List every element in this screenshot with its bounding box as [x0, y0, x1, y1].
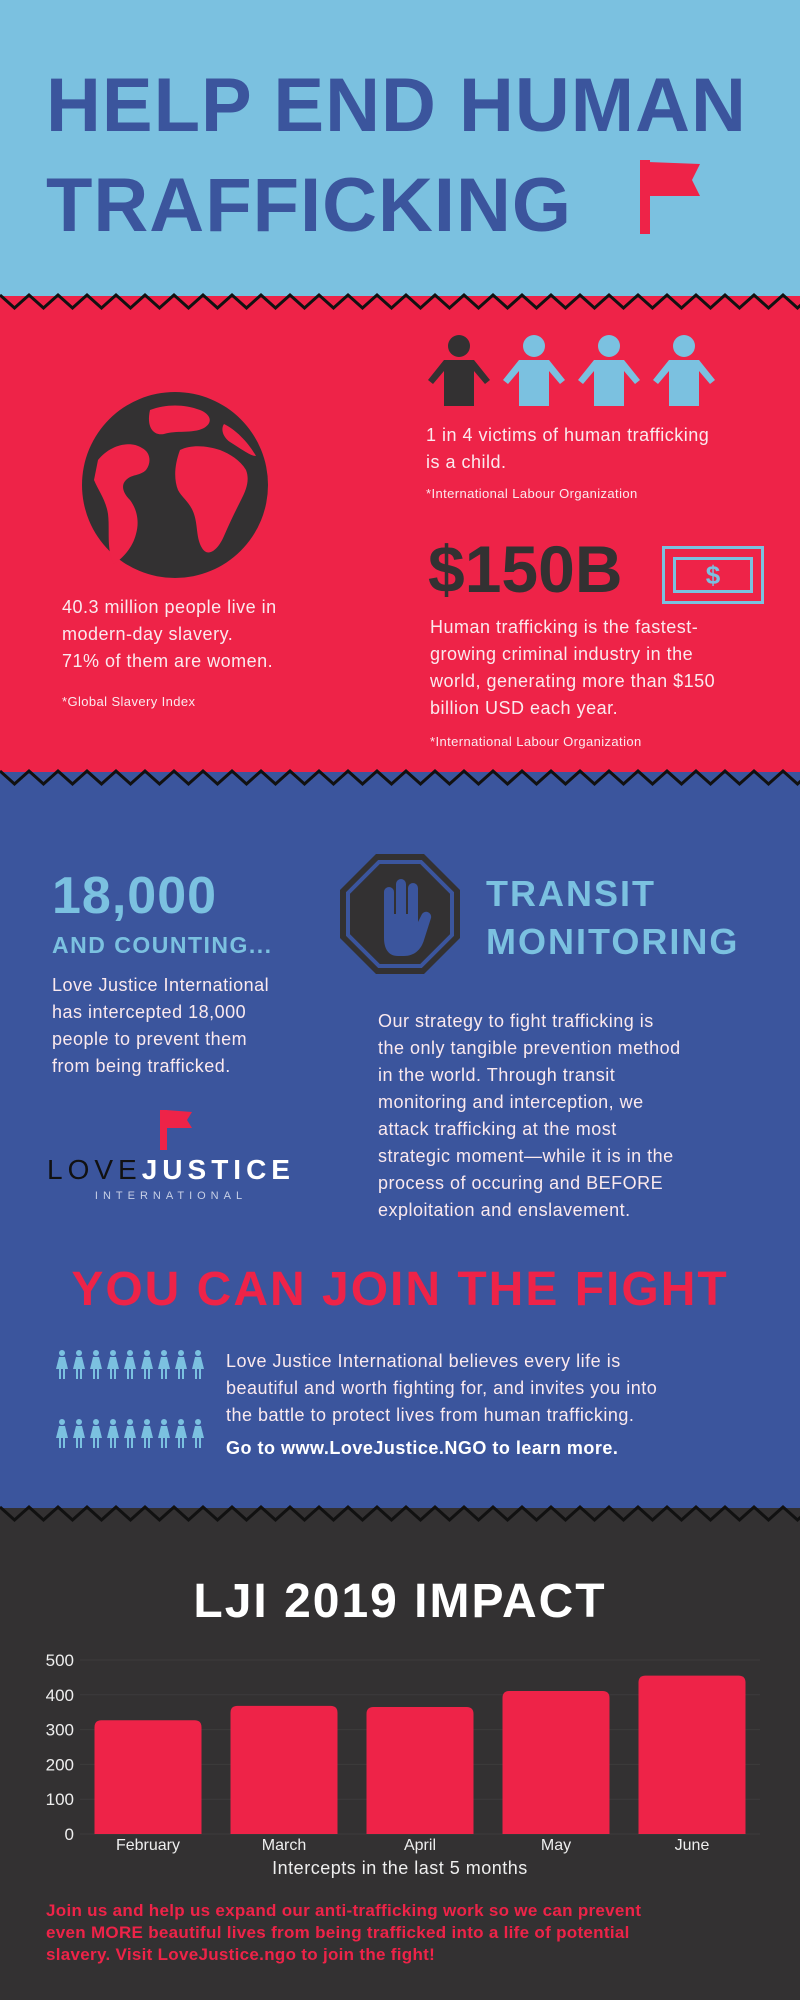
transit-line: monitoring and interception, we [378, 1092, 644, 1112]
logo-love: LOVE [47, 1154, 142, 1185]
zigzag-divider [0, 1504, 800, 1524]
count-value: 18,000 [52, 867, 218, 925]
slavery-line-1: 40.3 million people live in [62, 597, 277, 617]
transit-line: strategic moment—while it is in the [378, 1146, 674, 1166]
y-tick-label: 400 [45, 1685, 74, 1705]
x-tick-label: June [674, 1837, 710, 1854]
children-stat [426, 422, 709, 476]
children-icons [426, 334, 717, 406]
flag-icon [638, 158, 702, 236]
count-description [52, 972, 269, 1080]
child-light-icon [501, 334, 567, 406]
child-light-icon [576, 334, 642, 406]
money-bill-icon [662, 546, 764, 604]
money-line-1: Human trafficking is the fastest- [430, 617, 699, 637]
money-line-4: billion USD each year. [430, 698, 619, 718]
transit-title-line-1: TRANSIT [486, 873, 656, 914]
join-title: YOU CAN JOIN THE FIGHT [71, 1263, 729, 1316]
transit-title [486, 870, 739, 966]
children-line-1: 1 in 4 victims of human trafficking [426, 425, 710, 445]
woman-icon [90, 1350, 102, 1385]
bar-march [231, 1706, 338, 1834]
women-row [56, 1350, 204, 1385]
logo-international: INTERNATIONAL [94, 1190, 248, 1202]
woman-icon [90, 1419, 102, 1454]
transit-line: process of occuring and BEFORE [378, 1173, 664, 1193]
y-tick-label: 300 [45, 1720, 74, 1740]
stats-section [0, 296, 800, 786]
impact-section [0, 1508, 800, 2000]
women-row [56, 1419, 204, 1454]
bar-may [503, 1691, 610, 1834]
cta-text [46, 1900, 641, 1966]
money-source: *International Labour Organization [430, 734, 642, 749]
learn-more-link[interactable]: Go to www.LoveJustice.NGO to learn more. [226, 1438, 619, 1458]
money-stat [430, 614, 715, 722]
woman-icon [107, 1419, 119, 1454]
title-line-2: TRAFFICKING [46, 163, 573, 248]
transit-line: attack trafficking at the most [378, 1119, 617, 1139]
count-line-2: has intercepted 18,000 [52, 1002, 247, 1022]
woman-icon [141, 1350, 153, 1385]
woman-icon [124, 1419, 136, 1454]
transit-line: in the world. Through transit [378, 1065, 616, 1085]
bar-june [639, 1676, 746, 1834]
woman-icon [158, 1419, 170, 1454]
transit-line: the only tangible prevention method [378, 1038, 681, 1058]
women-icons [56, 1350, 204, 1454]
money-line-3: world, generating more than $150 [430, 671, 716, 691]
cta-line-3: slavery. Visit LoveJustice.ngo to join the fight! [46, 1945, 436, 1964]
impact-title: LJI 2019 IMPACT [193, 1575, 607, 1628]
woman-icon [175, 1350, 187, 1385]
slavery-stat [62, 594, 277, 675]
cta-line-2: even MORE beautiful lives from being trafficked into a life of potential [46, 1923, 630, 1942]
woman-icon [107, 1350, 119, 1385]
logo-flag-icon [158, 1108, 194, 1150]
woman-icon [175, 1419, 187, 1454]
chart-caption: Intercepts in the last 5 months [272, 1858, 528, 1878]
woman-icon [192, 1350, 204, 1385]
woman-icon [124, 1350, 136, 1385]
zigzag-divider [0, 768, 800, 788]
transit-line: exploitation and enslavement. [378, 1200, 631, 1220]
join-line-2: beautiful and worth fighting for, and invites you into [226, 1378, 658, 1398]
woman-icon [73, 1419, 85, 1454]
slavery-source: *Global Slavery Index [62, 694, 196, 709]
x-tick-label: May [540, 1837, 572, 1854]
bar-february [95, 1720, 202, 1834]
join-line-3: the battle to protect lives from human trafficking. [226, 1405, 635, 1425]
children-source: *International Labour Organization [426, 486, 638, 501]
y-tick-label: 500 [45, 1651, 74, 1670]
y-tick-label: 200 [45, 1755, 74, 1775]
y-tick-label: 0 [64, 1825, 74, 1844]
child-light-icon [651, 334, 717, 406]
transit-description [378, 1008, 681, 1224]
x-tick-label: April [403, 1837, 437, 1854]
count-line-3: people to prevent them [52, 1029, 248, 1049]
woman-icon [56, 1419, 68, 1454]
woman-icon [56, 1350, 68, 1385]
stop-hand-icon [338, 852, 462, 976]
dollar-icon: $ [673, 557, 753, 593]
cta-line-1: Join us and help us expand our anti-trafficking work so we can prevent [46, 1901, 642, 1920]
bar-april [367, 1707, 474, 1834]
join-line-1: Love Justice International believes every life is [226, 1351, 621, 1371]
transit-line: Our strategy to fight trafficking is [378, 1011, 654, 1031]
work-section [0, 772, 800, 1522]
money-value: $150B [428, 532, 623, 606]
count-line-4: from being trafficked. [52, 1056, 231, 1076]
x-tick-label: February [115, 1837, 181, 1854]
count-line-1: Love Justice International [52, 975, 270, 995]
count-label: AND COUNTING... [52, 932, 273, 958]
intercepts-bar-chart [40, 1650, 760, 1890]
slavery-line-2: modern-day slavery. [62, 624, 234, 644]
y-tick-label: 100 [45, 1790, 74, 1810]
woman-icon [141, 1419, 153, 1454]
woman-icon [73, 1350, 85, 1385]
money-line-2: growing criminal industry in the [430, 644, 694, 664]
hero-section [0, 0, 800, 310]
join-description [226, 1348, 657, 1429]
transit-title-line-2: MONITORING [486, 921, 740, 962]
woman-icon [158, 1350, 170, 1385]
zigzag-divider [0, 292, 800, 312]
slavery-line-3: 71% of them are women. [62, 651, 274, 671]
woman-icon [192, 1419, 204, 1454]
children-line-2: is a child. [426, 452, 507, 472]
title-line-1: HELP END HUMAN [46, 63, 747, 148]
x-tick-label: March [261, 1837, 307, 1854]
child-dark-icon [426, 334, 492, 406]
logo-justice: JUSTICE [141, 1154, 295, 1185]
globe-icon [80, 390, 270, 580]
